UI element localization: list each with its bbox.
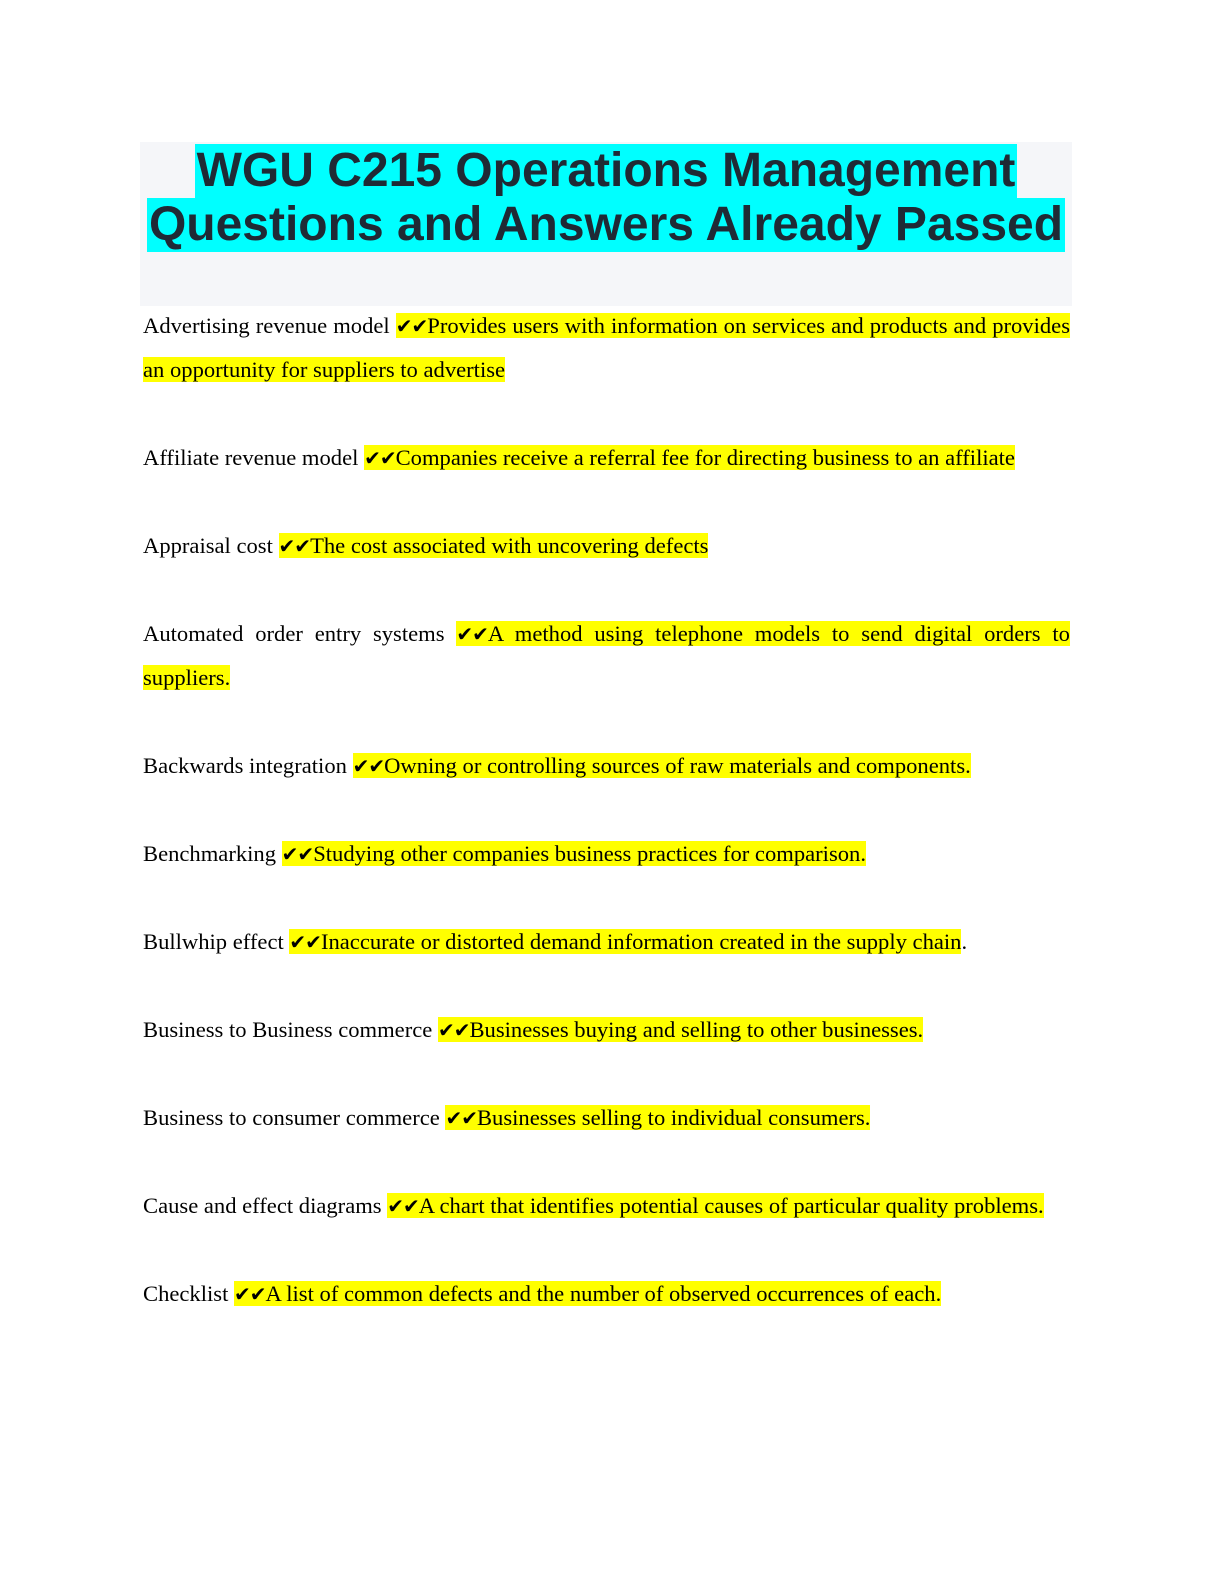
check-marks-icon: ✔✔ (387, 1194, 419, 1218)
title-line-1-wrap (140, 144, 1072, 198)
entry-definition: A chart that identifies potential causes of particular quality problems. (418, 1193, 1044, 1218)
definition-entry-bullwhip-effect (143, 920, 1070, 964)
entry-trailing: . (961, 929, 968, 954)
entry-answer (353, 753, 971, 778)
document-title-line-2: Questions and Answers Already Passed (148, 198, 1064, 251)
entry-answer (282, 841, 866, 866)
check-marks-icon: ✔✔ (278, 534, 311, 558)
entry-term: Affiliate revenue model (143, 445, 359, 470)
definition-entry-benchmarking (143, 832, 1070, 876)
definition-entry-affiliate-revenue-model (143, 436, 1070, 480)
entry-term: Backwards integration (143, 753, 347, 778)
entry-answer (364, 445, 1015, 470)
entry-definition: Owning or controlling sources of raw materials and components. (384, 753, 971, 778)
document-title-block (140, 142, 1072, 306)
document-title-line-1: WGU C215 Operations Management (196, 144, 1016, 197)
entry-definition: The cost associated with uncovering defects (310, 533, 709, 558)
entry-definition: Studying other companies business practices for comparison. (313, 841, 866, 866)
entry-answer (289, 929, 961, 954)
definition-entry-business-to-business-commerce (143, 1008, 1070, 1052)
entry-answer (234, 1281, 941, 1306)
entry-answer (279, 533, 709, 558)
entry-definition: Companies receive a referral fee for directing business to an affiliate (395, 445, 1015, 470)
entry-term: Cause and effect diagrams (143, 1193, 382, 1218)
entry-definition: Businesses selling to individual consumers. (476, 1105, 871, 1130)
definition-list (143, 304, 1070, 1360)
entry-answer (438, 1017, 923, 1042)
definition-entry-checklist (143, 1272, 1070, 1316)
definition-entry-advertising-revenue-model (143, 304, 1070, 392)
entry-term: Advertising revenue model (143, 313, 390, 338)
entry-term: Appraisal cost (143, 533, 273, 558)
check-marks-icon: ✔✔ (364, 446, 396, 470)
definition-entry-appraisal-cost (143, 524, 1070, 568)
check-marks-icon: ✔✔ (289, 930, 321, 954)
check-marks-icon: ✔✔ (352, 754, 385, 778)
entry-answer (387, 1193, 1043, 1218)
check-marks-icon: ✔✔ (456, 622, 488, 646)
definition-entry-business-to-consumer-commerce (143, 1096, 1070, 1140)
check-marks-icon: ✔✔ (281, 842, 314, 866)
entry-definition: A list of common defects and the number of observed occurrences of each. (265, 1281, 942, 1306)
definition-entry-cause-and-effect-diagrams (143, 1184, 1070, 1228)
entry-definition: A method using telephone models to send digital orders to suppliers. (143, 621, 1070, 690)
title-line-2-wrap (140, 198, 1072, 252)
check-marks-icon: ✔✔ (437, 1018, 470, 1042)
entry-term: Automated order entry systems (143, 621, 445, 646)
entry-term: Business to consumer commerce (143, 1105, 440, 1130)
entry-definition: Inaccurate or distorted demand information created in the supply chain (320, 929, 962, 954)
entry-definition: Provides users with information on services and products and provides an opportunity for suppliers to advertise (143, 313, 1070, 382)
entry-answer (445, 1105, 870, 1130)
entry-term: Business to Business commerce (143, 1017, 433, 1042)
entry-term: Bullwhip effect (143, 929, 284, 954)
entry-term: Benchmarking (143, 841, 277, 866)
entry-definition: Businesses buying and selling to other businesses. (469, 1017, 924, 1042)
entry-term: Checklist (143, 1281, 229, 1306)
check-marks-icon: ✔✔ (395, 314, 428, 338)
definition-entry-automated-order-entry-systems (143, 612, 1070, 700)
definition-entry-backwards-integration (143, 744, 1070, 788)
check-marks-icon: ✔✔ (234, 1282, 266, 1306)
check-marks-icon: ✔✔ (445, 1106, 477, 1130)
